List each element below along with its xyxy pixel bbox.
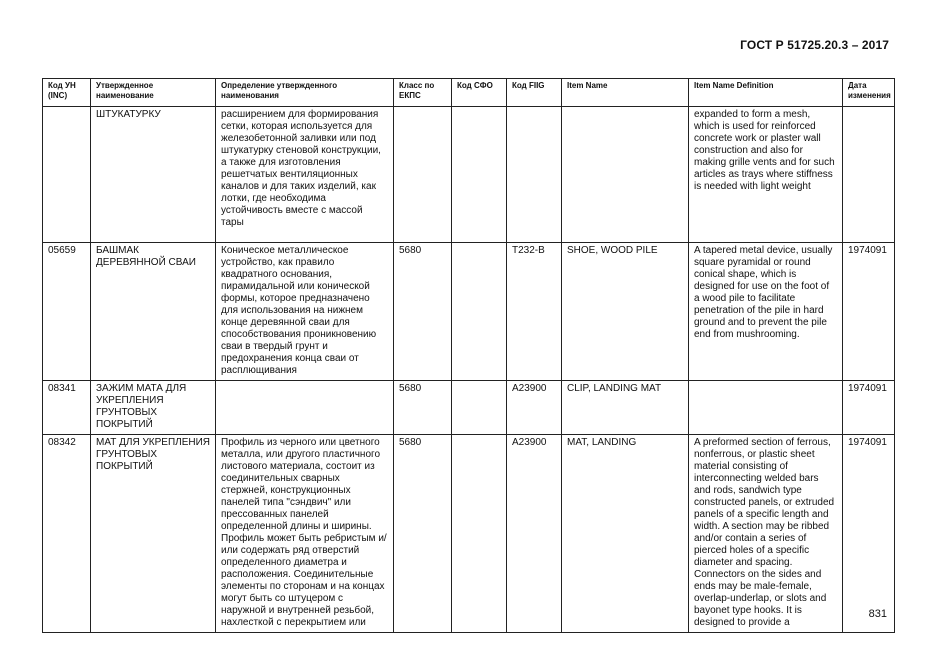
- table-header-row: [43, 79, 895, 107]
- cell-name-ru: ЗАЖИМ МАТА ДЛЯ УКРЕПЛЕНИЯ ГРУНТОВЫХ ПОКРЫТИЙ: [91, 381, 216, 435]
- cell-date: [843, 107, 895, 243]
- cell-fiig: A23900: [507, 435, 562, 633]
- cell-inc: [43, 107, 91, 243]
- classification-table: [42, 78, 895, 633]
- cell-def-ru: Коническое металлическое устройство, как правило квадратного основания, пирамидальной или конической формы, которое предназначено для использования на нижнем конце деревянной сваи для способствования проникновению сваи в твердый грунт и предохранения конца сваи от расплющивания: [216, 243, 394, 381]
- cell-def-en: [689, 381, 843, 435]
- cell-item-name: CLIP, LANDING MAT: [562, 381, 689, 435]
- cell-def-en: expanded to form a mesh, which is used for reinforced concrete work or plaster wall construction and also for making grille vents and for such articles as trays where stiffness is needed with light weight: [689, 107, 843, 243]
- table-row: [43, 107, 895, 243]
- col-header-name-ru: Утвержденное наименование: [91, 79, 216, 107]
- table-row: [43, 435, 895, 633]
- cell-class: [394, 107, 452, 243]
- cell-class: 5680: [394, 435, 452, 633]
- cell-def-ru: [216, 381, 394, 435]
- col-header-item-name: Item Name: [562, 79, 689, 107]
- table-row: [43, 381, 895, 435]
- cell-item-name: SHOE, WOOD PILE: [562, 243, 689, 381]
- cell-sfo: [452, 435, 507, 633]
- cell-fiig: T232-B: [507, 243, 562, 381]
- col-header-fiig: Код FIIG: [507, 79, 562, 107]
- cell-name-ru: ШТУКАТУРКУ: [91, 107, 216, 243]
- cell-date: 1974091: [843, 381, 895, 435]
- cell-date: 1974091: [843, 435, 895, 633]
- cell-name-ru: БАШМАК ДЕРЕВЯННОЙ СВАИ: [91, 243, 216, 381]
- col-header-def-en: Item Name Definition: [689, 79, 843, 107]
- cell-sfo: [452, 381, 507, 435]
- cell-class: 5680: [394, 381, 452, 435]
- cell-fiig: [507, 107, 562, 243]
- col-header-def-ru: Определение утвержденного наименования: [216, 79, 394, 107]
- col-header-class: Класс по ЕКПС: [394, 79, 452, 107]
- cell-inc: 08341: [43, 381, 91, 435]
- cell-inc: 08342: [43, 435, 91, 633]
- cell-def-ru: Профиль из черного или цветного металла, или другого пластичного листового материала, состоит из соединительных сварных стержней, конструкционных панелей типа "сэндвич" или прессованных панелей определенной длины и ширины. Профиль может быть ребристым и/или содержать ряд отверстий определенного диаметра и расположения. Соединительные элементы по сторонам и на концах могут быть со штуцером с наружной и внутренней резьбой, нахлесткой с перекрытием или: [216, 435, 394, 633]
- cell-item-name: [562, 107, 689, 243]
- cell-fiig: A23900: [507, 381, 562, 435]
- col-header-sfo: Код СФО: [452, 79, 507, 107]
- cell-class: 5680: [394, 243, 452, 381]
- document-id: ГОСТ Р 51725.20.3 – 2017: [740, 38, 889, 52]
- page-number: 831: [868, 608, 887, 620]
- cell-sfo: [452, 243, 507, 381]
- cell-def-en: A tapered metal device, usually square pyramidal or round conical shape, which is designed for use on the foot of a wood pile to facilitate penetration of the pile in hard ground and to prevent the pile end from mushrooming.: [689, 243, 843, 381]
- cell-def-ru: расширением для формирования сетки, которая используется для железобетонной заливки или под штукатурку стеновой конструкции, а также для изготовления решетчатых вентиляционных каналов и для таких изделий, как лотки, где необходима устойчивость вместе с массой тары: [216, 107, 394, 243]
- cell-sfo: [452, 107, 507, 243]
- cell-item-name: MAT, LANDING: [562, 435, 689, 633]
- cell-inc: 05659: [43, 243, 91, 381]
- col-header-date: Дата изменения: [843, 79, 895, 107]
- cell-date: 1974091: [843, 243, 895, 381]
- table-row: [43, 243, 895, 381]
- cell-def-en: A preformed section of ferrous, nonferrous, or plastic sheet material consisting of interconnecting welded bars and rods, sandwich type constructed panels, or extruded panels of a specific length and width. A section may be ribbed and/or contain a series of pierced holes of a specific diameter and spacing. Connectors on the sides and ends may be male-female, overlap-underlap, or slots and bayonet type hooks. It is designed to provide a: [689, 435, 843, 633]
- cell-name-ru: МАТ ДЛЯ УКРЕПЛЕНИЯ ГРУНТОВЫХ ПОКРЫТИЙ: [91, 435, 216, 633]
- col-header-inc: Код УН (INC): [43, 79, 91, 107]
